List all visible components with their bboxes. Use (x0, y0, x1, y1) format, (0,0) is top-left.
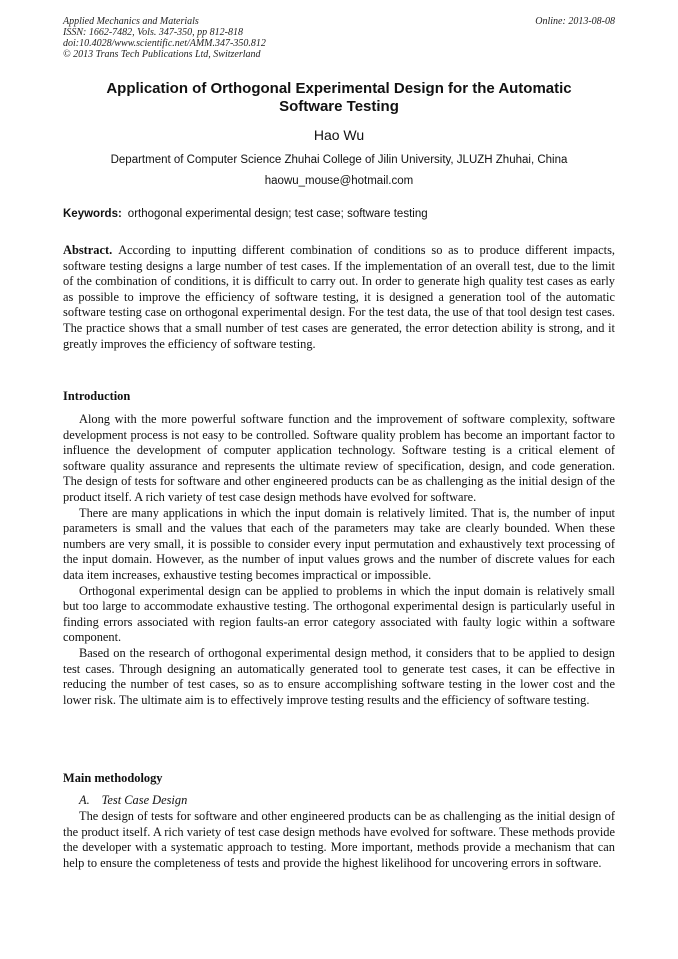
abstract-label: Abstract. (63, 243, 113, 257)
abstract-text: According to inputting different combination of conditions so as to produce different impacts, software testing designs a large number of test cases. If the implementation of an overall test, due to the limit of the combination of conditions, it is difficult to carry out. In order to generate high quality test cases as early as possible to improve the efficiency of software testing, it is designed a generation tool of the automatic software testing case on orthogonal experimental design. For the test data, the use of that tool design test cases. The practice shows that a small number of test cases are generated, the error detection ability is strong, and it greatly improves the efficiency of software testing. (63, 243, 615, 351)
introduction-heading: Introduction (63, 389, 131, 403)
doi-line: doi:10.4028/www.scientific.net/AMM.347-350.812 (63, 38, 266, 49)
title-line-1: Application of Orthogonal Experimental Design for the Automatic (106, 80, 572, 97)
abstract-section (63, 243, 615, 352)
subsection-heading (79, 793, 187, 808)
journal-header (63, 16, 615, 60)
issn-line: ISSN: 1662-7482, Vols. 347-350, pp 812-818 (63, 27, 243, 38)
affiliation: Department of Computer Science Zhuhai College of Jilin University, JLUZH Zhuhai, China (110, 154, 568, 166)
paper-title (63, 80, 615, 116)
author-email: haowu_mouse@hotmail.com (264, 175, 414, 187)
methodology-body (63, 809, 615, 871)
keywords-section (63, 207, 615, 221)
subsection-number: A. (79, 793, 90, 807)
journal-name: Applied Mechanics and Materials (63, 16, 199, 27)
subsection-title: Test Case Design (101, 793, 188, 807)
title-line-2: Software Testing (279, 98, 399, 115)
author-name: Hao Wu (313, 127, 365, 143)
intro-paragraph: Along with the more powerful software function and the improvement of software complexity, software development process is not easy to be controlled. Software quality problem has become an important factor to influence the development of computer application technology. Software testing is a critical element of software quality assurance and represents the ultimate review of specification, design, and code generation. The design of tests for software and other engineered products can be as challenging as the initial design of the product itself. A rich variety of test case design methods have evolved for software. (63, 412, 615, 504)
keywords-text: orthogonal experimental design; test case; software testing (127, 208, 428, 220)
intro-paragraph: Based on the research of orthogonal experimental design method, it considers that to be applied to design test cases. Through designing an automatically generated tool to generate test cases, it can be effective in reducing the number of test cases, so as to ensure accomplishing software testing in the lower cost and the lower risk. The ultimate aim is to effectively improve testing results and the efficiency of software testing. (63, 645, 615, 707)
methodology-paragraph: The design of tests for software and other engineered products can be as challenging as the initial design of the product itself. A rich variety of test case design methods have evolved for software. These methods provide the developer with a systematic approach to testing. More important, methods provide a mechanism that can help to ensure the completeness of tests and provide the highest likelihood for uncovering errors in software. (63, 809, 615, 870)
introduction-body (63, 412, 615, 708)
copyright-line: © 2013 Trans Tech Publications Ltd, Switzerland (63, 49, 261, 60)
online-date: Online: 2013-08-08 (535, 16, 615, 27)
methodology-heading: Main methodology (63, 771, 163, 785)
keywords-label: Keywords: (63, 208, 122, 220)
intro-paragraph: Orthogonal experimental design can be applied to problems in which the input domain is relatively small but too large to accommodate exhaustive testing. The orthogonal experimental design is particularly useful in finding errors associated with region faults-an error category associated with faulty logic within a software component. (63, 583, 615, 645)
intro-paragraph: There are many applications in which the input domain is relatively limited. That is, the number of input parameters is small and the values that each of the parameters may take are clearly bounded. When these numbers are very small, it is possible to consider every input permutation and exhaustively text processing of the input domain. However, as the number of input values grows and the number of discrete values for each data item increases, exhaustive testing becomes impractical or impossible. (63, 505, 615, 582)
